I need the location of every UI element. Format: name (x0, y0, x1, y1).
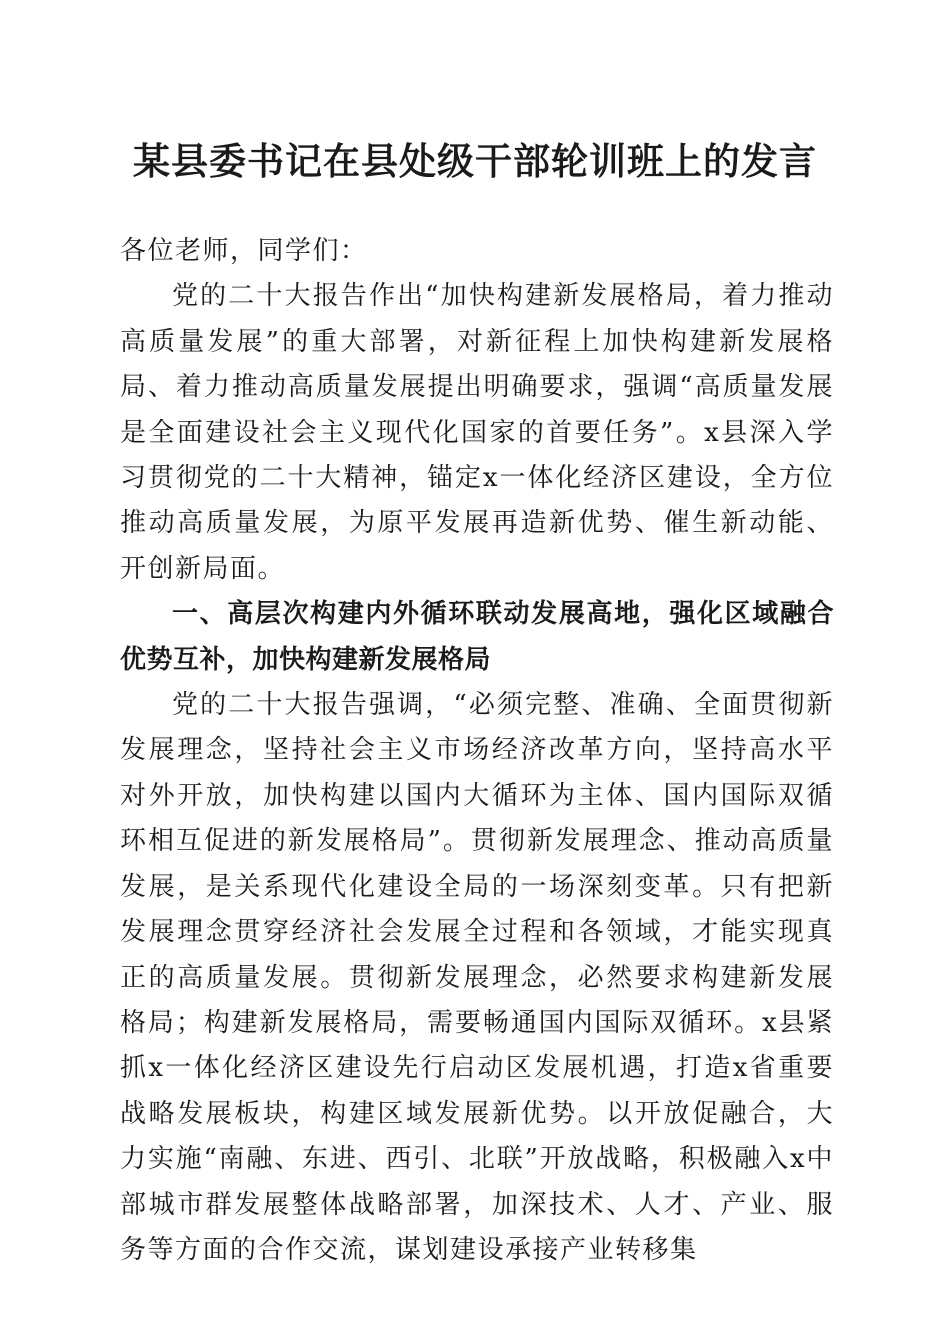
intro-paragraph: 党的二十大报告作出“加快构建新发展格局，着力推动高质量发展”的重大部署，对新征程上加快构建新发展格局、着力推动高质量发展提出明确要求，强调“高质量发展是全面建设社会主义现代化国家的首要任务”。x县深入学习贯彻党的二十大精神，锚定x一体化经济区建设，全方位推动高质量发展，为原平发展再造新优势、催生新动能、开创新局面。 (120, 281, 834, 584)
document-body (120, 229, 834, 1273)
document-title: 某县委书记在县处级干部轮训班上的发言 (133, 139, 817, 183)
section-paragraph: 党的二十大报告强调，“必须完整、准确、全面贯彻新发展理念，坚持社会主义市场经济改革方向，坚持高水平对外开放，加快构建以国内大循环为主体、国内国际双循环相互促进的新发展格局”。贯彻新发展理念、推动高质量发展，是关系现代化建设全局的一场深刻变革。只有把新发展理念贯穿经济社会发展全过程和各领域，才能实现真正的高质量发展。贯彻新发展理念，必然要求构建新发展格局；构建新发展格局，需要畅通国内国际双循环。x县紧抓x一体化经济区建设先行启动区发展机遇，打造x省重要战略发展板块，构建区域发展新优势。以开放促融合，大力实施“南融、东进、西引、北联”开放战略，积极融入x中部城市群发展整体战略部署，加深技术、人才、产业、服务等方面的合作交流，谋划建设承接产业转移集 (120, 690, 834, 1265)
section-heading: 一、高层次构建内外循环联动发展高地，强化区域融合优势互补，加快构建新发展格局 (120, 599, 834, 675)
salutation: 各位老师，同学们： (120, 236, 368, 266)
